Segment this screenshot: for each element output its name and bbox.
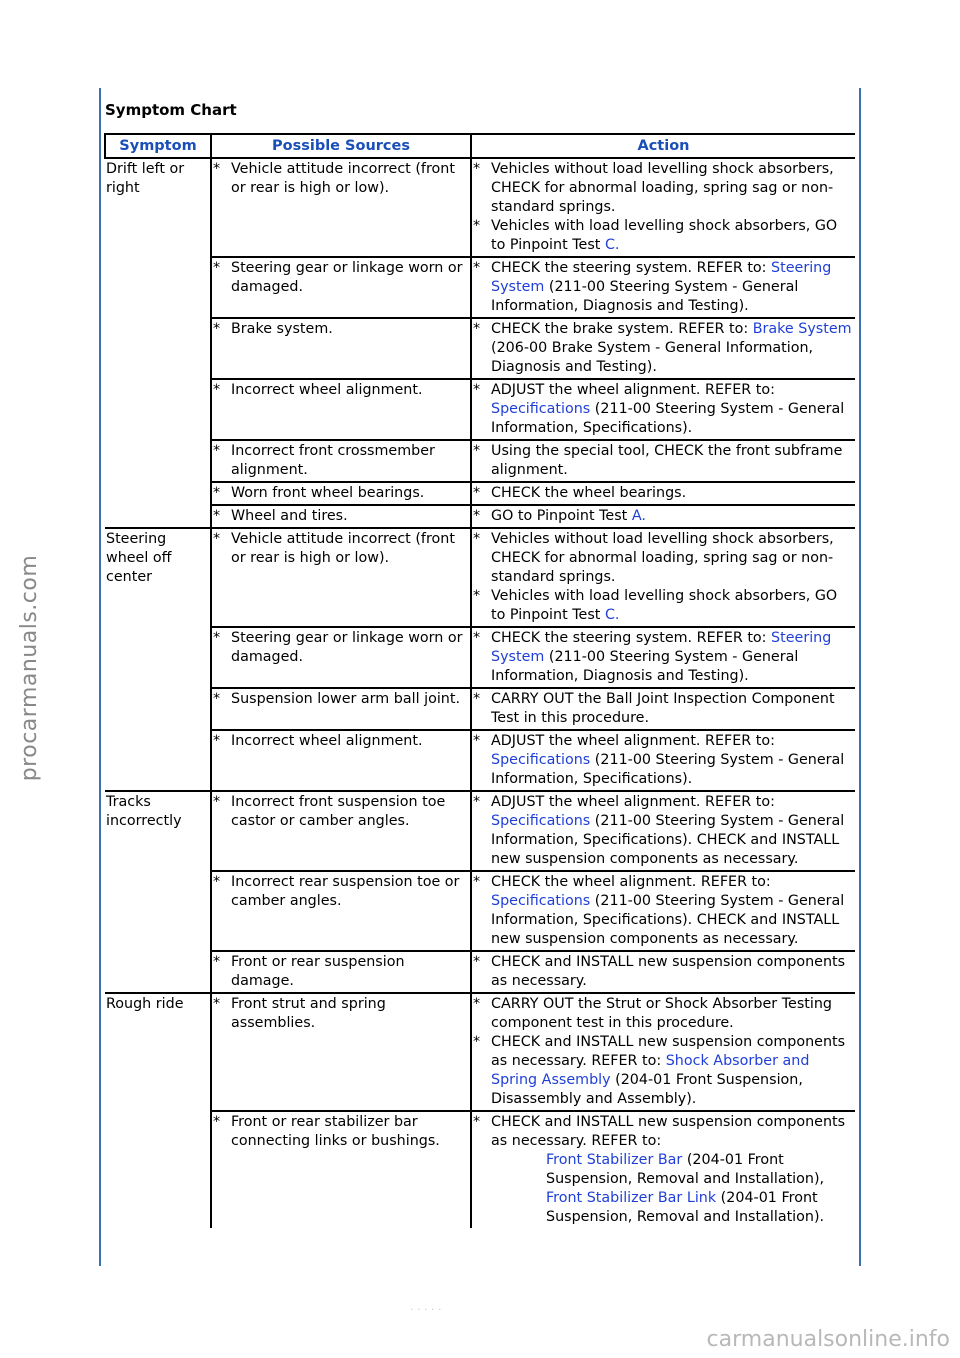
- action-text: Vehicles without load levelling shock absorbers, CHECK for abnormal loading, spring sag or non-standard springs.: [491, 531, 834, 585]
- table-row: [105, 1111, 855, 1228]
- side-watermark: procarmanuals.com: [17, 554, 42, 782]
- source-item: [212, 1113, 470, 1151]
- reference-link[interactable]: C.: [604, 237, 620, 253]
- bullet-asterisk: *: [213, 954, 221, 970]
- action-item: [472, 1033, 855, 1109]
- bullet-asterisk: *: [473, 531, 481, 547]
- source-text: Suspension lower arm ball joint.: [231, 691, 461, 707]
- symptom-cell: [105, 627, 211, 688]
- symptom-cell: [105, 871, 211, 951]
- symptom-chart-container: [104, 133, 855, 1253]
- action-cell: [471, 627, 855, 688]
- source-item: [212, 995, 470, 1033]
- bullet-asterisk: *: [213, 531, 221, 547]
- table-row: [105, 730, 855, 791]
- possible-source-cell: [211, 528, 471, 627]
- action-cell: [471, 158, 855, 257]
- source-item: [212, 873, 470, 911]
- source-item: [212, 381, 470, 400]
- source-item: [212, 530, 470, 568]
- action-text: (211-00 Steering System - General Information, Diagnosis and Testing).: [491, 649, 799, 684]
- symptom-cell: [105, 158, 211, 257]
- symptom-cell: [105, 791, 211, 871]
- reference-link[interactable]: C.: [604, 607, 620, 623]
- action-item: [472, 484, 855, 503]
- action-text: CHECK and INSTALL new suspension components as necessary. REFER to:: [491, 1114, 846, 1149]
- column-header-possible-sources: Possible Sources: [211, 134, 471, 158]
- table-header-row: [105, 134, 855, 158]
- action-text: Vehicles without load levelling shock absorbers, CHECK for abnormal loading, spring sag or non-standard springs.: [491, 161, 834, 215]
- bullet-asterisk: *: [213, 485, 221, 501]
- action-cell: [471, 951, 855, 993]
- action-text: CHECK the steering system. REFER to:: [491, 630, 772, 646]
- source-text: Brake system.: [231, 321, 333, 337]
- left-margin-line: [99, 88, 101, 1266]
- possible-source-cell: [211, 158, 471, 257]
- action-text: (204-01 Front Suspension, Removal and Installation).: [546, 1190, 825, 1225]
- table-row: [105, 379, 855, 440]
- symptom-cell: [105, 482, 211, 505]
- table-row: [105, 318, 855, 379]
- column-header-symptom: Symptom: [105, 134, 211, 158]
- source-item: [212, 953, 470, 991]
- action-cell: [471, 730, 855, 791]
- possible-source-cell: [211, 1111, 471, 1228]
- source-item: [212, 629, 470, 667]
- table-body: [105, 158, 855, 1228]
- symptom-chart-table: [104, 133, 855, 1228]
- source-text: Steering gear or linkage worn or damaged.: [231, 630, 463, 665]
- action-text: CHECK the wheel alignment. REFER to:: [491, 874, 771, 890]
- reference-link[interactable]: Shock Absorber and Spring Assembly: [491, 1053, 810, 1088]
- source-text: Steering gear or linkage worn or damaged.: [231, 260, 463, 295]
- action-text: (211-00 Steering System - General Information, Specifications).: [491, 401, 845, 436]
- bullet-asterisk: *: [473, 588, 481, 604]
- source-text: Front strut and spring assemblies.: [231, 996, 386, 1031]
- action-cell: [471, 379, 855, 440]
- symptom-text: Drift left or right: [106, 161, 185, 196]
- bullet-asterisk: *: [213, 382, 221, 398]
- bullet-asterisk: *: [213, 1114, 221, 1130]
- symptom-text: Tracks incorrectly: [106, 794, 182, 829]
- source-text: Incorrect front suspension toe castor or camber angles.: [231, 794, 446, 829]
- reference-link[interactable]: Front Stabilizer Bar: [546, 1152, 683, 1168]
- action-item: [472, 587, 855, 625]
- action-text: Vehicles with load levelling shock absorbers, GO to Pinpoint Test: [491, 588, 838, 623]
- possible-source-cell: [211, 257, 471, 318]
- bullet-asterisk: *: [213, 874, 221, 890]
- possible-source-cell: [211, 951, 471, 993]
- action-cell: [471, 318, 855, 379]
- source-text: Incorrect front crossmember alignment.: [231, 443, 435, 478]
- action-item: [472, 873, 855, 949]
- action-text: GO to Pinpoint Test: [491, 508, 632, 524]
- source-text: Incorrect wheel alignment.: [231, 733, 423, 749]
- possible-source-cell: [211, 482, 471, 505]
- bullet-asterisk: *: [473, 1114, 481, 1130]
- source-text: Worn front wheel bearings.: [231, 485, 425, 501]
- symptom-cell: [105, 951, 211, 993]
- source-item: [212, 507, 470, 526]
- bullet-asterisk: *: [473, 794, 481, 810]
- source-item: [212, 160, 470, 198]
- bullet-asterisk: *: [213, 630, 221, 646]
- action-text: Vehicles with load levelling shock absorbers, GO to Pinpoint Test: [491, 218, 838, 253]
- action-cell: [471, 993, 855, 1111]
- page-title: Symptom Chart: [105, 101, 237, 119]
- source-text: Front or rear suspension damage.: [231, 954, 405, 989]
- source-item: [212, 320, 470, 339]
- table-row: [105, 505, 855, 528]
- action-cell: [471, 482, 855, 505]
- action-item: [472, 629, 855, 686]
- action-item: [472, 1113, 855, 1227]
- source-item: [212, 732, 470, 751]
- possible-source-cell: [211, 871, 471, 951]
- reference-link[interactable]: Specifications: [491, 893, 591, 909]
- action-cell: [471, 528, 855, 627]
- action-text: (211-00 Steering System - General Information, Specifications). CHECK and INSTALL new suspension components as necessary.: [491, 813, 845, 867]
- action-item: [472, 953, 855, 991]
- sub-reference: [491, 1151, 853, 1189]
- possible-source-cell: [211, 730, 471, 791]
- bullet-asterisk: *: [213, 321, 221, 337]
- table-row: [105, 158, 855, 257]
- action-text: (211-00 Steering System - General Information, Diagnosis and Testing).: [491, 279, 799, 314]
- symptom-cell: [105, 440, 211, 482]
- source-item: [212, 793, 470, 831]
- bullet-asterisk: *: [473, 443, 481, 459]
- symptom-cell: [105, 688, 211, 730]
- source-item: [212, 259, 470, 297]
- possible-source-cell: [211, 379, 471, 440]
- right-margin-line: [859, 88, 861, 1266]
- page-number-faint: · · · · ·: [410, 1303, 442, 1316]
- table-row: [105, 257, 855, 318]
- action-item: [472, 732, 855, 789]
- bullet-asterisk: *: [473, 161, 481, 177]
- action-text: ADJUST the wheel alignment. REFER to:: [491, 382, 775, 398]
- table-row: [105, 440, 855, 482]
- source-item: [212, 442, 470, 480]
- source-text: Vehicle attitude incorrect (front or rear is high or low).: [231, 161, 455, 196]
- bullet-asterisk: *: [473, 1034, 481, 1050]
- action-item: [472, 217, 855, 255]
- bullet-asterisk: *: [473, 508, 481, 524]
- action-cell: [471, 791, 855, 871]
- reference-link[interactable]: A.: [631, 508, 646, 524]
- action-item: [472, 995, 855, 1033]
- action-cell: [471, 440, 855, 482]
- bullet-asterisk: *: [473, 260, 481, 276]
- bullet-asterisk: *: [473, 874, 481, 890]
- bullet-asterisk: *: [213, 508, 221, 524]
- source-item: [212, 690, 470, 709]
- possible-source-cell: [211, 440, 471, 482]
- source-item: [212, 484, 470, 503]
- action-text: CARRY OUT the Ball Joint Inspection Component Test in this procedure.: [491, 691, 835, 726]
- action-cell: [471, 505, 855, 528]
- action-text: CARRY OUT the Strut or Shock Absorber Testing component test in this procedure.: [491, 996, 832, 1031]
- bullet-asterisk: *: [473, 382, 481, 398]
- action-text: (204-01 Front Suspension, Removal and Installation),: [546, 1152, 825, 1187]
- bullet-asterisk: *: [213, 443, 221, 459]
- reference-link[interactable]: Steering System: [491, 260, 832, 295]
- reference-link[interactable]: Front Stabilizer Bar Link: [546, 1190, 717, 1206]
- symptom-cell: [105, 528, 211, 627]
- possible-source-cell: [211, 993, 471, 1111]
- action-text: CHECK and INSTALL new suspension components as necessary.: [491, 954, 846, 989]
- action-text: CHECK the steering system. REFER to:: [491, 260, 772, 276]
- action-cell: [471, 688, 855, 730]
- symptom-cell: [105, 1111, 211, 1228]
- source-text: Incorrect wheel alignment.: [231, 382, 423, 398]
- action-text: CHECK the wheel bearings.: [491, 485, 687, 501]
- table-row: [105, 627, 855, 688]
- source-text: Vehicle attitude incorrect (front or rear is high or low).: [231, 531, 455, 566]
- footer-watermark: carmanualsonline.info: [706, 1327, 950, 1352]
- action-cell: [471, 1111, 855, 1228]
- action-text: (204-01 Front Suspension, Disassembly and Assembly).: [491, 1072, 803, 1107]
- possible-source-cell: [211, 791, 471, 871]
- table-row: [105, 993, 855, 1111]
- symptom-cell: [105, 257, 211, 318]
- action-text: CHECK and INSTALL new suspension components as necessary. REFER to:: [491, 1034, 846, 1069]
- symptom-text: Steering wheel off center: [106, 531, 172, 585]
- bullet-asterisk: *: [213, 996, 221, 1012]
- action-text: (211-00 Steering System - General Information, Specifications).: [491, 752, 845, 787]
- table-row: [105, 791, 855, 871]
- possible-source-cell: [211, 318, 471, 379]
- symptom-cell: [105, 379, 211, 440]
- symptom-cell: [105, 993, 211, 1111]
- bullet-asterisk: *: [213, 161, 221, 177]
- reference-link[interactable]: Specifications: [491, 401, 591, 417]
- action-item: [472, 320, 855, 377]
- table-row: [105, 688, 855, 730]
- action-item: [472, 259, 855, 316]
- bullet-asterisk: *: [473, 733, 481, 749]
- sub-reference: [491, 1189, 853, 1227]
- bullet-asterisk: *: [473, 321, 481, 337]
- source-text: Incorrect rear suspension toe or camber angles.: [231, 874, 460, 909]
- bullet-asterisk: *: [473, 996, 481, 1012]
- action-text: (211-00 Steering System - General Information, Specifications). CHECK and INSTALL new suspension components as necessary.: [491, 893, 845, 947]
- action-item: [472, 507, 855, 526]
- bullet-asterisk: *: [473, 218, 481, 234]
- column-header-action: Action: [471, 134, 855, 158]
- symptom-cell: [105, 505, 211, 528]
- possible-source-cell: [211, 627, 471, 688]
- action-cell: [471, 871, 855, 951]
- action-cell: [471, 257, 855, 318]
- action-text: Using the special tool, CHECK the front subframe alignment.: [491, 443, 843, 478]
- table-row: [105, 482, 855, 505]
- symptom-text: Rough ride: [106, 996, 184, 1012]
- action-item: [472, 690, 855, 728]
- action-item: [472, 381, 855, 438]
- possible-source-cell: [211, 688, 471, 730]
- table-row: [105, 951, 855, 993]
- reference-link[interactable]: Specifications: [491, 813, 591, 829]
- action-text: ADJUST the wheel alignment. REFER to:: [491, 733, 775, 749]
- source-text: Front or rear stabilizer bar connecting links or bushings.: [231, 1114, 440, 1149]
- table-row: [105, 528, 855, 627]
- possible-source-cell: [211, 505, 471, 528]
- source-text: Wheel and tires.: [231, 508, 348, 524]
- bullet-asterisk: *: [213, 691, 221, 707]
- action-item: [472, 442, 855, 480]
- bullet-asterisk: *: [213, 260, 221, 276]
- bullet-asterisk: *: [473, 630, 481, 646]
- bullet-asterisk: *: [473, 691, 481, 707]
- action-item: [472, 793, 855, 869]
- action-item: [472, 530, 855, 587]
- symptom-cell: [105, 318, 211, 379]
- table-row: [105, 871, 855, 951]
- bullet-asterisk: *: [213, 794, 221, 810]
- bullet-asterisk: *: [473, 485, 481, 501]
- action-text: CHECK the brake system. REFER to:: [491, 321, 753, 337]
- action-text: (206-00 Brake System - General Information, Diagnosis and Testing).: [491, 340, 814, 375]
- reference-link[interactable]: Brake System: [752, 321, 852, 337]
- symptom-cell: [105, 730, 211, 791]
- bullet-asterisk: *: [213, 733, 221, 749]
- action-item: [472, 160, 855, 217]
- bullet-asterisk: *: [473, 954, 481, 970]
- action-text: ADJUST the wheel alignment. REFER to:: [491, 794, 775, 810]
- reference-link[interactable]: Specifications: [491, 752, 591, 768]
- reference-link[interactable]: Steering System: [491, 630, 832, 665]
